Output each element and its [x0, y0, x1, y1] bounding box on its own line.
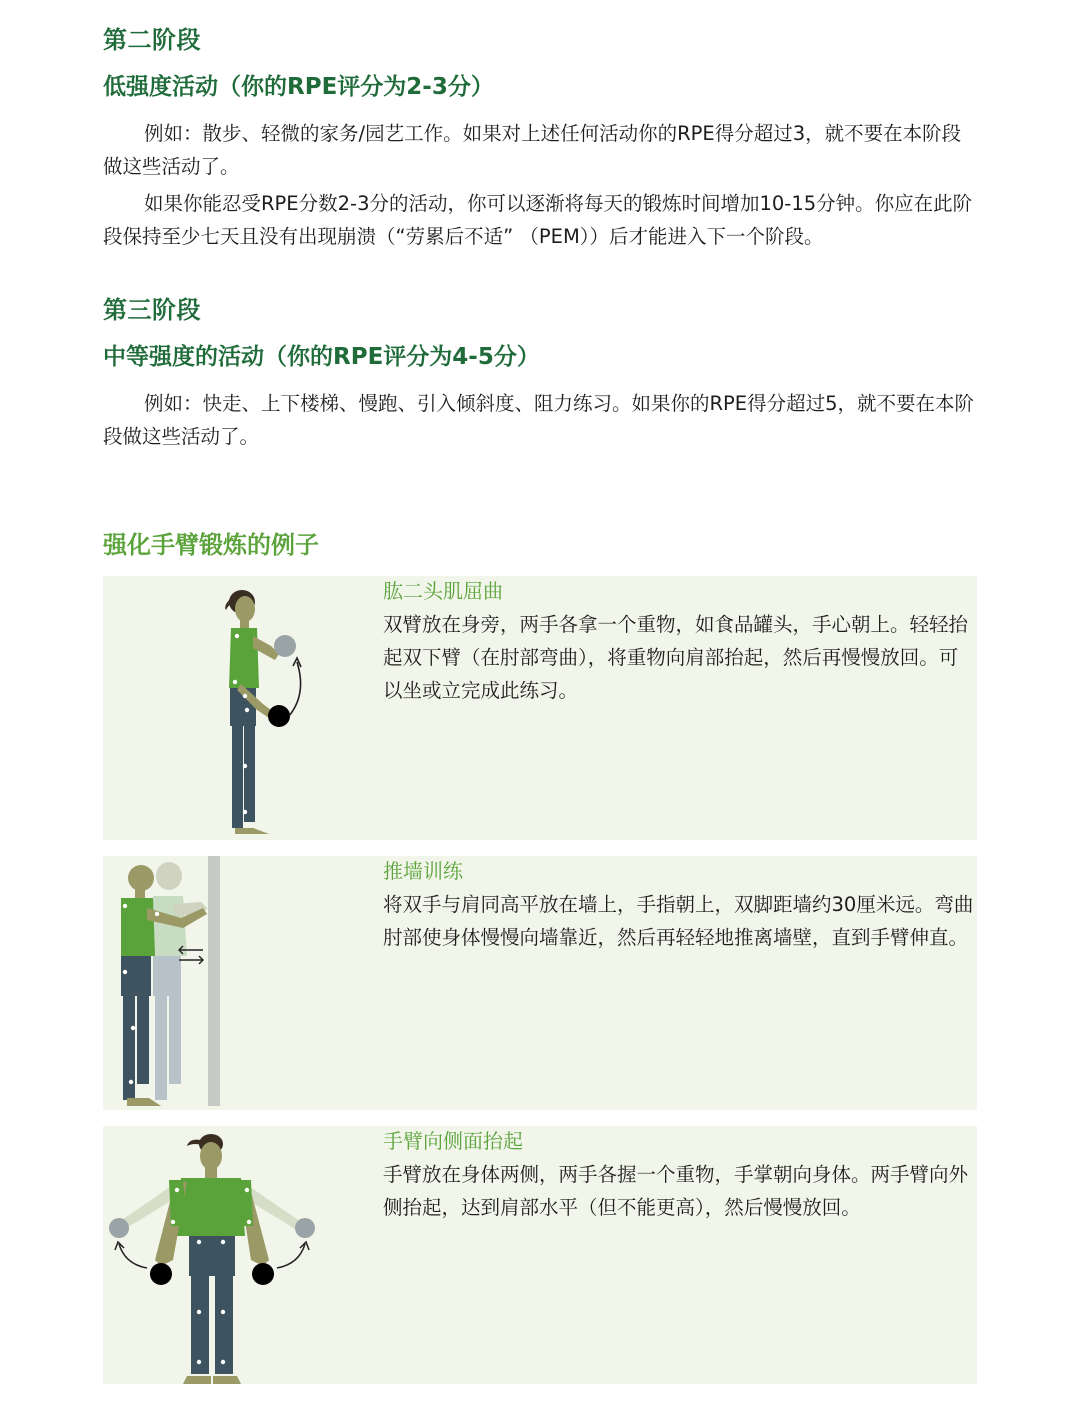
exercise-body-wall-push: 将双手与肩同高平放在墙上，手指朝上，双脚距墙约30厘米远。弯曲肘部使身体慢慢向墙靠近，然后再轻轻地推离墙壁，直到手臂伸直。	[383, 893, 974, 949]
exercise-title-wall-push: 推墙训练	[383, 859, 463, 883]
stage2-heading: 第二阶段	[103, 26, 201, 54]
exercise-title-lateral-raise: 手臂向侧面抬起	[383, 1129, 523, 1153]
bicep-curl-figure-icon	[103, 576, 373, 840]
exercise-card-lateral-raise	[103, 1126, 977, 1384]
stage2-subheading: 低强度活动（你的RPE评分为2-3分）	[103, 74, 494, 100]
exercise-card-bicep-curl	[103, 576, 977, 840]
exercise-title-bicep-curl: 肱二头肌屈曲	[383, 579, 503, 603]
exercise-body-bicep-curl: 双臂放在身旁，两手各拿一个重物，如食品罐头，手心朝上。轻轻抬起双下臂（在肘部弯曲），将重物向肩部抬起，然后再慢慢放回。可以坐或立完成此练习。	[383, 613, 969, 702]
stage3-paragraph-1: 例如：快走、上下楼梯、慢跑、引入倾斜度、阻力练习。如果你的RPE得分超过5，就不要在本阶段做这些活动了。	[103, 392, 975, 448]
wall-push-figure-icon	[103, 856, 373, 1110]
stage3-subheading: 中等强度的活动（你的RPE评分为4-5分）	[103, 344, 540, 370]
lateral-raise-figure-icon	[103, 1126, 373, 1384]
arm-section-title: 强化手臂锻炼的例子	[103, 531, 319, 559]
stage2-paragraph-1: 例如：散步、轻微的家务/园艺工作。如果对上述任何活动你的RPE得分超过3，就不要在本阶段做这些活动了。	[103, 122, 962, 178]
exercise-body-lateral-raise: 手臂放在身体两侧，两手各握一个重物，手掌朝向身体。两手臂向外侧抬起，达到肩部水平（但不能更高），然后慢慢放回。	[383, 1163, 969, 1219]
stage2-paragraph-2: 如果你能忍受RPE分数2-3分的活动，你可以逐渐将每天的锻炼时间增加10-15分钟。你应在此阶段保持至少七天且没有出现崩溃（“劳累后不适” （PEM））后才能进入下一个阶段。	[103, 192, 973, 248]
exercise-card-wall-push	[103, 856, 977, 1110]
stage3-heading: 第三阶段	[103, 296, 201, 324]
